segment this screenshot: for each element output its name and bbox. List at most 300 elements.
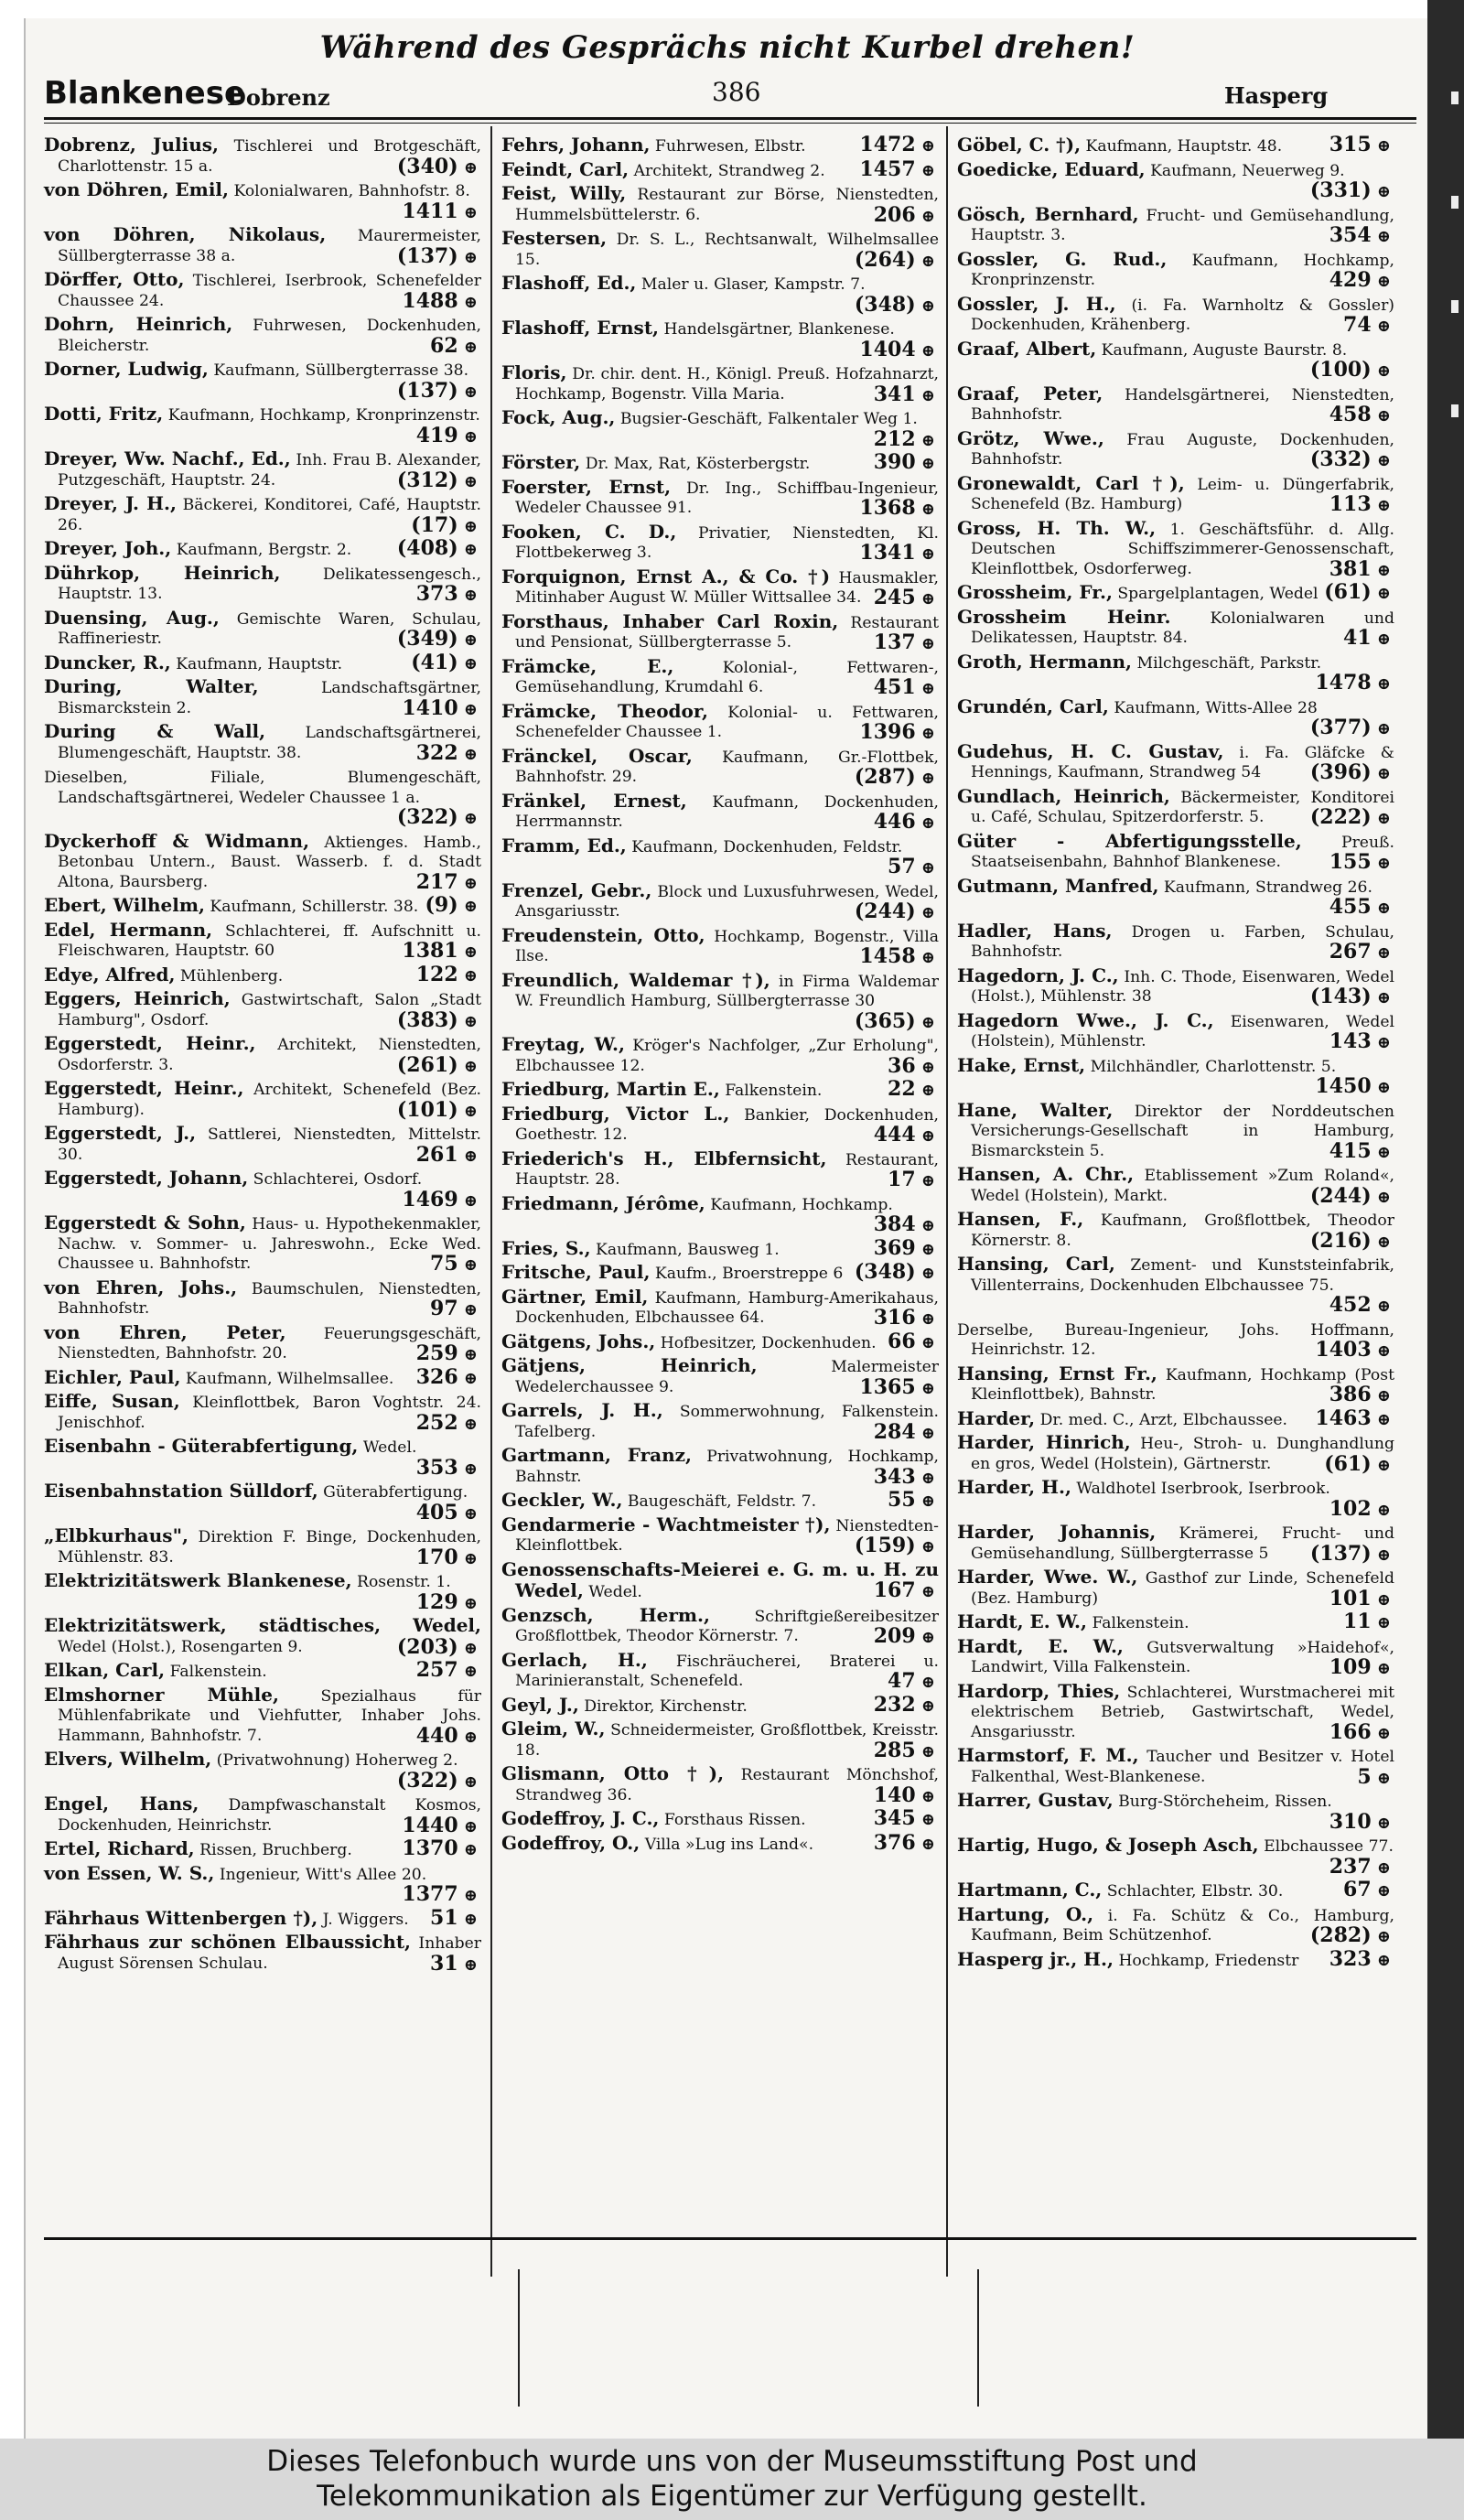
phone-number: 1381 ⊕: [402, 942, 481, 963]
phone-number: 458 ⊕: [1329, 405, 1394, 426]
entry-name: Gartmann, Franz,: [501, 1444, 692, 1466]
listing-entry: [501, 1035, 939, 1077]
entry-name: Främcke, E.,: [501, 654, 674, 677]
phone-number: 446 ⊕: [874, 813, 939, 834]
entry-details: Schneidermeister, Großflottbek, Kreisstr. 18.: [515, 1721, 940, 1760]
phone-number: 140 ⊕: [874, 1786, 939, 1807]
entry-name: Eichler, Paul,: [44, 1365, 181, 1388]
entry-details: Wedel.: [588, 1583, 642, 1601]
phone-number: (41) ⊕: [411, 653, 481, 674]
phone-number: 451 ⊕: [874, 678, 939, 699]
phone-number: 1472 ⊕: [859, 135, 939, 156]
listing-entry: [957, 1319, 1394, 1362]
phone-number: (282) ⊕: [1310, 1926, 1394, 1947]
entry-details: Landschaftsgärtnerei, Blumengeschäft, Hauptstr. 38.: [58, 724, 481, 762]
phone-number: (61) ⊕: [1324, 583, 1394, 604]
entry-name: Hardt, E. W.,: [957, 1634, 1124, 1657]
entry-name: Dorner, Ludwig,: [44, 358, 209, 380]
phone-number: 102 ⊕: [1329, 1500, 1394, 1521]
entry-details: Kaufmann, Hochkamp.: [710, 1195, 893, 1214]
phone-number: 343 ⊕: [874, 1468, 939, 1489]
phone-number: 167 ⊕: [874, 1581, 939, 1602]
entry-details: Derselbe, Bureau-Ingenieur, Johs. Hoffmann, Heinrichstr. 12.: [957, 1320, 1394, 1359]
entry-details: Eisenwaren, Wedel (Holstein), Mühlenstr.: [971, 1012, 1394, 1050]
entry-details: Kaufmann, Wilhelmsallee.: [185, 1369, 394, 1388]
phone-number: 369 ⊕: [874, 1239, 939, 1260]
entry-details: Kröger's Nachfolger, „Zur Erholung", Elbchaussee 12.: [515, 1037, 939, 1075]
phone-number: 97 ⊕: [430, 1299, 481, 1320]
phone-number: 17 ⊕: [888, 1170, 939, 1191]
entry-details: Zement- und Kunststeinfabrik, Villenterrains, Dockenhuden Elbchaussee 75.: [971, 1256, 1394, 1295]
entry-details: Spezialhaus für Mühlenfabrikate und Viehfutter, Inhaber Johs. Hammann, Bahnhofstr. 7.: [58, 1686, 482, 1745]
phone-number: (222) ⊕: [1310, 808, 1394, 829]
listing-entry: [501, 1401, 939, 1443]
entry-name: Friedburg, Victor L.,: [501, 1102, 730, 1125]
phone-number: (365) ⊕: [855, 1012, 939, 1033]
phone-number: (312) ⊕: [397, 471, 481, 492]
phone-number: 22 ⊕: [888, 1080, 939, 1101]
entry-name: Gronewaldt, Carl †),: [957, 471, 1185, 494]
entry-details: Kaufmann, Bergstr. 2.: [176, 541, 352, 559]
entry-name: Dörffer, Otto,: [44, 268, 185, 290]
phone-number: 322 ⊕: [416, 744, 481, 765]
phone-number: 122 ⊕: [416, 965, 481, 986]
listing-entry: [957, 1634, 1394, 1679]
listing-entry: [957, 1364, 1394, 1406]
entry-name: Edel, Hermann,: [44, 918, 213, 941]
entry-name: Hartig, Hugo, & Joseph Asch,: [957, 1834, 1259, 1856]
phone-number: 1403 ⊕: [1315, 1341, 1394, 1362]
entry-name: Hane, Walter,: [957, 1098, 1114, 1121]
entry-details: Fischräucherei, Braterei u. Marinieranstalt, Schenefeld.: [515, 1652, 939, 1690]
entry-details: Inhaber August Sörensen Schulau.: [58, 1934, 481, 1973]
listing-entry: [44, 1571, 481, 1613]
listing-entry: [501, 1488, 939, 1513]
entry-details: Dr. S. L., Rechtsanwalt, Wilhelmsallee 15.: [515, 231, 939, 269]
phone-number: 373 ⊕: [416, 585, 481, 606]
entry-details: Falkenstein.: [169, 1663, 267, 1681]
phone-number: 353 ⊕: [416, 1459, 481, 1480]
entry-name: Gossler, J. H.,: [957, 292, 1116, 315]
phone-number: 1478 ⊕: [1315, 673, 1394, 695]
phone-number: (9) ⊕: [425, 896, 482, 917]
entry-details: (Privatwohnung) Hoherweg 2.: [216, 1751, 458, 1770]
entry-details: Drogen u. Farben, Schulau, Bahnhofstr.: [971, 922, 1394, 961]
entry-name: Gutmann, Manfred,: [957, 874, 1159, 897]
entry-name: Freundlich, Waldemar †),: [501, 968, 770, 991]
entry-details: Kaufmann, Schillerstr. 38.: [210, 898, 419, 916]
entry-name: Flashoff, Ernst,: [501, 317, 660, 339]
column-divider: [490, 126, 492, 2277]
listing-entry: [501, 1104, 939, 1147]
entry-name: Gätjens, Heinrich,: [501, 1354, 758, 1376]
listing-entry: [44, 1481, 481, 1524]
page-number: 386: [712, 77, 761, 107]
entry-name: Främcke, Theodor,: [501, 699, 708, 722]
entry-details: Maurermeister, Süllbergterrasse 38 a.: [58, 227, 481, 265]
listing-entry: [957, 1008, 1394, 1053]
range-from: Dobrenz: [227, 84, 330, 111]
entry-name: Fooken, C. D.,: [501, 520, 677, 543]
phone-number: (216) ⊕: [1310, 1232, 1394, 1253]
entry-name: Duncker, R.,: [44, 651, 171, 673]
phone-number: 386 ⊕: [1329, 1385, 1394, 1406]
phone-number: 109 ⊕: [1329, 1658, 1394, 1679]
entry-details: Bäckermeister, Konditorei u. Café, Schulau, Spitzerdorferstr. 5.: [971, 788, 1394, 826]
listing-entry: [44, 1750, 481, 1792]
entry-name: Freytag, W.,: [501, 1033, 625, 1055]
phone-number: 452 ⊕: [1329, 1296, 1394, 1317]
entry-details: Landschaftsgärtner, Bismarckstein 2.: [58, 679, 481, 717]
entry-details: Frau Auguste, Dockenhuden, Bahnhofstr.: [971, 430, 1395, 468]
listing-entry: [44, 893, 481, 918]
listing-entry: [501, 1806, 939, 1831]
listing-entry: [501, 836, 939, 878]
listing-entry: [957, 247, 1395, 292]
entry-details: Kaufmann, Großflottbek, Theodor Körnerstr. 8.: [971, 1212, 1394, 1250]
entry-name: Graaf, Albert,: [957, 337, 1097, 360]
listing-entry: [957, 1255, 1394, 1317]
entry-details: Kolonial-, Fettwaren-, Gemüsehandlung, Krumdahl 6.: [515, 658, 939, 696]
entry-details: Handelsgärtnerei, Nienstedten, Bahnhofstr.: [971, 385, 1395, 424]
listing-entry: [957, 339, 1394, 382]
entry-details: Dieselben, Filiale, Blumengeschäft, Landschaftsgärtnerei, Wedeler Chaussee 1 a.: [44, 769, 481, 807]
listing-entry: [44, 1658, 481, 1683]
listing-entry: [44, 650, 481, 675]
header-rule-thin: [44, 123, 1416, 124]
entry-name: Festersen,: [501, 227, 608, 249]
entry-name: Hagedorn Wwe., J. C.,: [957, 1008, 1214, 1031]
range-to: Hasperg: [1224, 82, 1329, 109]
entry-name: Dreyer, J. H.,: [44, 492, 177, 514]
entry-name: Goedicke, Eduard,: [957, 157, 1146, 180]
listing-entry: [44, 962, 481, 987]
phone-number: 1396 ⊕: [859, 723, 939, 744]
phone-number: (348) ⊕: [855, 296, 939, 317]
entry-details: Haus- u. Hypothekenmakler, Nachw. v. Sommer- u. Jahreswohn., Ecke Wed. Chaussee u. Bahnhofstr.: [58, 1215, 481, 1273]
entry-name: Fehrs, Johann,: [501, 134, 651, 156]
footer-line-2: Telekommunikation als Eigentümer zur Verfügung gestellt.: [317, 2480, 1147, 2513]
listing-entry: [957, 1567, 1394, 1610]
entry-details: Burg-Störcheheim, Rissen.: [1118, 1793, 1332, 1811]
entry-details: Ingenieur, Witt's Allee 20.: [219, 1865, 427, 1884]
phone-number: 1365 ⊕: [859, 1378, 939, 1399]
listing-column-3: [957, 135, 1394, 1974]
entry-details: Kolonialwaren, Bahnhofstr. 8.: [233, 182, 470, 200]
entry-name: Elkan, Carl,: [44, 1659, 166, 1681]
entry-details: Kaufmann, Witts-Allee 28: [1114, 698, 1318, 717]
entry-details: Schriftgießereibesitzer Großflottbek, Theodor Körnerstr. 7.: [515, 1607, 940, 1645]
entry-name: von Döhren, Nikolaus,: [44, 223, 327, 245]
entry-details: Dampfwaschanstalt Kosmos, Dockenhuden, Heinrichstr.: [58, 1796, 481, 1835]
entry-name: Fock, Aug.,: [501, 406, 616, 428]
phone-number: 440 ⊕: [416, 1727, 481, 1748]
entry-name: Harder, Hinrich,: [957, 1431, 1131, 1453]
entry-details: Architekt, Nienstedten, Osdorferstr. 3.: [58, 1036, 482, 1074]
entry-name: Hadler, Hans,: [957, 919, 1113, 942]
listing-entry: [44, 360, 481, 402]
phone-number: (137) ⊕: [397, 247, 481, 268]
listing-entry: [501, 923, 940, 968]
entry-name: Elektrizitätswerk, städtisches, Wedel,: [44, 1614, 481, 1636]
entry-details: Tischlerei und Brotgeschäft, Charlottenstr. 15 a.: [58, 137, 481, 176]
phone-number: 390 ⊕: [874, 453, 939, 474]
listing-entry: [44, 1278, 481, 1320]
entry-details: Feuerungsgeschäft, Nienstedten, Bahnhofstr. 20.: [58, 1324, 481, 1362]
phone-number: 1450 ⊕: [1315, 1077, 1394, 1098]
phone-number: 1368 ⊕: [859, 499, 939, 520]
listing-entry: [957, 1612, 1394, 1634]
listing-entry: [957, 874, 1394, 919]
listing-entry: [501, 318, 939, 361]
listing-entry: [44, 1905, 481, 1931]
listing-entry: [957, 516, 1394, 581]
entry-name: Friedburg, Martin E.,: [501, 1078, 720, 1100]
phone-number: 257 ⊕: [416, 1661, 481, 1682]
entry-details: Inh. Frau B. Alexander, Putzgeschäft, Hauptstr. 24.: [58, 451, 481, 490]
listing-entry: [501, 968, 940, 1033]
listing-entry: [44, 608, 481, 651]
phone-number: 245 ⊕: [874, 588, 939, 609]
phone-number: 429 ⊕: [1329, 271, 1394, 292]
phone-number: 1341 ⊕: [859, 544, 939, 565]
entry-details: Waldhotel Iserbrook, Iserbrook.: [1076, 1480, 1330, 1498]
phone-number: 1457 ⊕: [859, 160, 939, 181]
entry-name: Godeffroy, O.,: [501, 1831, 640, 1854]
listing-entry: [957, 1946, 1394, 1972]
entry-name: Friedmann, Jérôme,: [501, 1191, 705, 1214]
phone-number: 376 ⊕: [874, 1834, 939, 1855]
listing-entry: [957, 1836, 1394, 1878]
listing-entry: [501, 522, 939, 565]
entry-details: Güterabfertigung.: [323, 1483, 468, 1502]
phone-number: 41 ⊕: [1343, 629, 1394, 650]
listing-entry: [501, 1557, 939, 1603]
listing-entry: [957, 921, 1394, 964]
listing-entry: [957, 1405, 1394, 1431]
entry-name: Graaf, Peter,: [957, 382, 1103, 404]
phone-number: (143) ⊕: [1310, 987, 1394, 1008]
phone-number: 137 ⊕: [874, 633, 939, 654]
entry-name: Dohrn, Heinrich,: [44, 313, 233, 335]
listing-entry: [44, 1124, 481, 1166]
phone-number: 1410 ⊕: [402, 699, 481, 720]
entry-name: Glismann, Otto †),: [501, 1762, 725, 1784]
entry-name: Gösch, Bernhard,: [957, 202, 1139, 225]
entry-details: Kaufmann, Auguste Baurstr. 8.: [1101, 340, 1348, 360]
listing-entry: [44, 829, 481, 894]
phone-number: 101 ⊕: [1329, 1589, 1394, 1610]
entry-details: Dr. chir. dent. H., Königl. Preuß. Hofzahnarzt, Hochkamp, Bogenstr. Villa Maria.: [515, 365, 939, 404]
footer-line-1: Dieses Telefonbuch wurde uns von der Museumsstiftung Post und: [266, 2445, 1198, 2478]
entry-name: Harder, Wwe. W.,: [957, 1566, 1138, 1588]
listing-entry: [44, 1437, 481, 1479]
footer-note: [0, 2439, 1464, 2520]
phone-number: 206 ⊕: [874, 206, 939, 227]
entry-name: Geckler, W.,: [501, 1489, 623, 1511]
listing-entry: [957, 157, 1394, 202]
entry-name: Floris,: [501, 361, 567, 383]
listing-entry: [501, 156, 939, 182]
entry-name: Eisenbahnstation Sülldorf,: [44, 1480, 318, 1502]
listing-entry: [957, 1165, 1394, 1207]
listing-entry: [44, 1616, 481, 1658]
entry-details: Fuhrwesen, Dockenhuden, Bleicherstr.: [58, 317, 481, 355]
listing-entry: [957, 739, 1394, 784]
phone-number: 217 ⊕: [416, 873, 481, 894]
phone-number: 36 ⊕: [888, 1057, 939, 1078]
entry-details: Kaufmann, Dockenhuden, Herrmannstr.: [515, 792, 940, 831]
entry-name: Gossler, G. Rud.,: [957, 247, 1168, 270]
entry-name: Gerlach, H.,: [501, 1648, 648, 1671]
entry-details: Kaufmann, Strandweg 26.: [1163, 878, 1372, 897]
entry-details: Malermeister Wedelerchaussee 9.: [515, 1358, 940, 1396]
listing-entry: [501, 609, 939, 654]
entry-details: Villa »Lug ins Land«.: [644, 1835, 814, 1854]
listing-entry: [44, 180, 481, 222]
entry-details: Kaufmann, Hauptstr.: [176, 654, 343, 673]
entry-name: Feindt, Carl,: [501, 157, 630, 180]
entry-name: Hansen, A. Chr.,: [957, 1163, 1135, 1185]
entry-name: Fährhaus zur schönen Elbaussicht,: [44, 1931, 412, 1953]
phone-number: 285 ⊕: [874, 1741, 939, 1762]
listing-entry: [501, 878, 939, 923]
phone-number: 1469 ⊕: [402, 1190, 481, 1212]
listing-entry: [501, 789, 940, 834]
listing-entry: [501, 567, 939, 609]
phone-number: 326 ⊕: [416, 1368, 481, 1389]
phone-number: 267 ⊕: [1329, 942, 1394, 964]
entry-details: Schlachterei, Wurstmacherei mit elektrischem Betrieb, Gastwirtschaft, Wedel, Ansgariusstr.: [971, 1683, 1394, 1741]
entry-details: Dr. Max, Rat, Kösterbergstr.: [585, 455, 811, 473]
entry-name: Hansing, Carl,: [957, 1253, 1115, 1275]
entry-details: Sommerwohnung, Falkenstein. Tafelberg.: [515, 1403, 939, 1441]
entry-details: Kleinflottbek, Baron Voghtstr. 24. Jenischhof.: [58, 1394, 481, 1432]
phone-number: 55 ⊕: [888, 1491, 939, 1512]
entry-details: Bäckerei, Konditorei, Café, Hauptstr. 26.: [58, 496, 481, 534]
phone-number: 415 ⊕: [1329, 1142, 1394, 1163]
phone-number: (322) ⊕: [397, 808, 481, 829]
listing-entry: [501, 1648, 939, 1693]
entry-name: Grundén, Carl,: [957, 695, 1109, 717]
entry-name: Förster,: [501, 451, 581, 473]
phone-number: 455 ⊕: [1329, 898, 1394, 919]
phone-number: 1440 ⊕: [402, 1816, 481, 1837]
listing-entry: [501, 1191, 939, 1236]
entry-details: Kaufmann, Bausweg 1.: [596, 1240, 780, 1259]
entry-name: Harder, Johannis,: [957, 1521, 1157, 1543]
listing-entry: [501, 450, 939, 475]
entry-name: Foerster, Ernst,: [501, 475, 672, 498]
entry-details: (i. Fa. Warnholtz & Gossler) Dockenhuden, Krähenberg.: [971, 296, 1394, 334]
entry-name: „Elbkurhaus",: [44, 1524, 188, 1546]
entry-name: Harrer, Gustav,: [957, 1789, 1114, 1811]
entry-details: Schlachterei, Osdorf.: [253, 1170, 423, 1189]
entry-details: 1. Geschäftsführ. d. Allg. Deutschen Schiffszimmerer-Genossenschaft, Kleinflottbek, Osdorferweg.: [971, 520, 1394, 578]
phone-number: 419 ⊕: [416, 426, 481, 447]
phone-number: 316 ⊕: [874, 1308, 939, 1330]
entry-details: Restaurant und Pensionat, Süllbergterrasse 5.: [515, 613, 939, 652]
listing-entry: [957, 1746, 1394, 1788]
entry-details: Elbchaussee 77.: [1264, 1837, 1394, 1856]
phone-number: 75 ⊕: [430, 1255, 481, 1276]
phone-number: 129 ⊕: [416, 1593, 481, 1614]
entry-details: Hochkamp, Bogenstr., Villa Ilse.: [515, 927, 940, 965]
entry-name: Gärtner, Emil,: [501, 1285, 649, 1308]
phone-number: 1411 ⊕: [402, 202, 481, 223]
entry-details: Hausmakler, Mitinhaber August W. Müller Wittsallee 34.: [515, 568, 939, 607]
listing-entry: [957, 605, 1394, 650]
phone-number: 62 ⊕: [430, 337, 481, 358]
entry-name: Gleim, W.,: [501, 1718, 606, 1739]
listing-entry: [501, 1260, 939, 1285]
phone-number: 354 ⊕: [1329, 226, 1394, 247]
listing-entry: [501, 1356, 939, 1398]
listing-entry: [501, 363, 939, 405]
entry-details: Rosenstr. 1.: [357, 1573, 451, 1591]
phone-number: 284 ⊕: [874, 1423, 939, 1444]
phone-number: (17) ⊕: [411, 516, 481, 537]
listing-entry: [44, 561, 481, 606]
entry-name: Eggerstedt, Heinr.,: [44, 1077, 244, 1099]
listing-entry: [44, 225, 481, 267]
entry-name: Eiffe, Susan,: [44, 1390, 180, 1412]
entry-name: Gätgens, Johs.,: [501, 1330, 656, 1352]
place-name: Blankenese: [44, 75, 246, 112]
entry-details: Bugsier-Geschäft, Falkentaler Weg 1.: [619, 410, 918, 428]
listing-entry: [957, 426, 1395, 471]
listing-entry: [957, 784, 1394, 829]
listing-entry: [501, 1329, 939, 1354]
entry-details: Nienstedten-Kleinflottbek.: [515, 1516, 939, 1555]
entry-name: Ertel, Richard,: [44, 1837, 195, 1859]
entry-name: Eggerstedt, Heinr.,: [44, 1032, 256, 1054]
phone-number: (322) ⊕: [397, 1772, 481, 1793]
entry-name: Frenzel, Gebr.,: [501, 878, 652, 901]
entry-name: Elektrizitätswerk Blankenese,: [44, 1569, 352, 1591]
phone-number: 57 ⊕: [888, 857, 939, 878]
entry-details: Architekt, Schenefeld (Bez. Hamburg).: [58, 1081, 481, 1119]
entry-name: Godeffroy, J. C.,: [501, 1807, 660, 1829]
phone-number: (349) ⊕: [397, 630, 481, 651]
phone-number: 232 ⊕: [874, 1696, 939, 1717]
entry-details: Kaufmann, Hochkamp, Kronprinzenstr.: [971, 251, 1395, 289]
listing-entry: [44, 1526, 481, 1568]
listing-column-2: [501, 135, 939, 1858]
listing-entry: [44, 449, 481, 491]
listing-entry: [44, 677, 481, 719]
entry-details: Gutsverwaltung »Haidehof«, Landwirt, Villa Falkenstein.: [971, 1638, 1394, 1676]
entry-name: Eggers, Heinrich,: [44, 987, 231, 1009]
entry-name: Hagedorn, J. C.,: [957, 964, 1119, 986]
entry-details: Privatwohnung, Hochkamp, Bahnstr.: [515, 1448, 939, 1486]
entry-details: Gemischte Waren, Schulau, Raffineriestr.: [58, 609, 481, 648]
binding-edge: [1427, 0, 1464, 2439]
phone-number: 66 ⊕: [888, 1332, 939, 1353]
entry-name: Hardt, E. W.,: [957, 1610, 1087, 1632]
entry-details: Aktienges. Hamb., Betonbau Untern., Baust. Wasserb. f. d. Stadt Altona, Baursberg.: [58, 833, 481, 891]
phone-number: (137) ⊕: [397, 382, 481, 403]
listing-entry: [957, 1791, 1394, 1833]
entry-name: Genossenschafts-Meierei e. G. m. u. H. zu Wedel,: [501, 1557, 939, 1601]
entry-details: Preuß. Staatseisenbahn, Bahnhof Blankenese.: [971, 833, 1394, 871]
listing-entry: [501, 1446, 939, 1488]
listing-entry: [44, 1320, 481, 1365]
entry-details: J. Wiggers.: [322, 1910, 409, 1929]
entry-name: Hake, Ernst,: [957, 1053, 1086, 1076]
entry-details: Taucher und Besitzer v. Hotel Falkenthal, West-Blankenese.: [971, 1748, 1395, 1786]
entry-details: Kaufmann, Neuerweg 9.: [1150, 161, 1345, 180]
